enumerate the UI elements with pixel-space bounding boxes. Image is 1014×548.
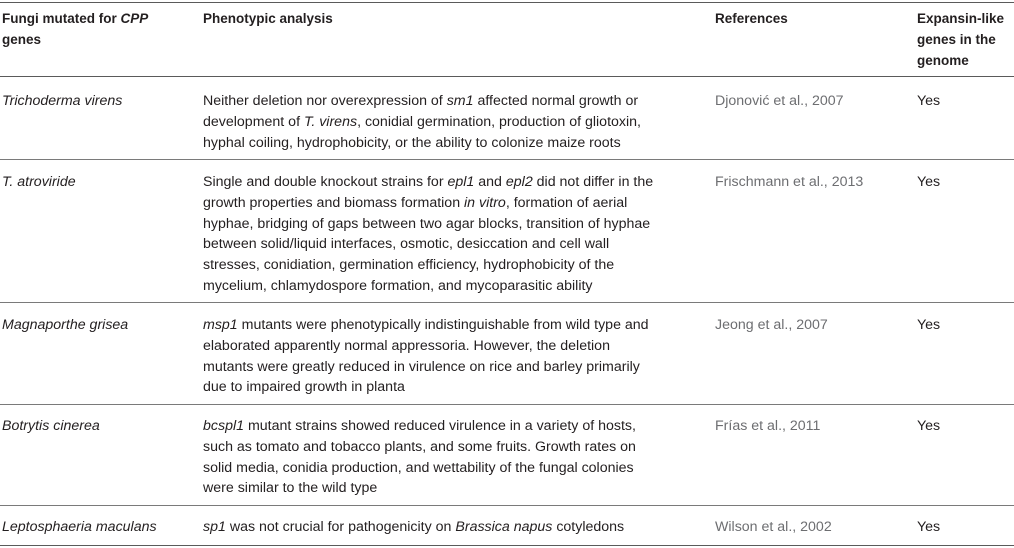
phenotype-text	[203, 416, 636, 499]
phenotype-segment: development of	[203, 113, 304, 130]
phenotype-line	[203, 133, 641, 154]
header-fungi-text: Fungi mutated for	[2, 11, 121, 26]
phenotype-segment: was not crucial for pathogenicity on	[225, 519, 456, 535]
table-bottom-rule	[0, 545, 1014, 546]
phenotype-text	[203, 517, 624, 538]
header-expansin-l1: Expansin-like	[917, 11, 1005, 26]
phenotype-italic-term: epl1	[447, 174, 475, 190]
phenotype-line	[203, 193, 653, 214]
phenotype-line	[203, 416, 636, 437]
phenotype-italic-term: T. virens	[303, 113, 358, 130]
phenotype-line	[203, 517, 624, 538]
phenotype-italic-term: Brassica napus	[455, 519, 553, 535]
phenotype-italic-term: sp1	[203, 519, 226, 535]
reference-link[interactable]: Frías et al., 2011	[715, 418, 821, 434]
fungus-name: Leptosphaeria maculans	[2, 519, 157, 535]
phenotype-segment: Single and double knockout strains for	[203, 174, 448, 190]
phenotype-line	[203, 255, 653, 276]
phenotype-italic-term: epl2	[505, 174, 533, 190]
phenotype-line	[203, 172, 653, 193]
phenotype-segment: between solid/liquid interfaces, osmotic, desiccation and cell wall	[203, 236, 610, 253]
expansin-value: Yes	[917, 174, 941, 190]
row-divider	[0, 505, 1014, 506]
fungus-name: Magnaporthe grisea	[2, 317, 129, 333]
phenotype-text	[203, 91, 641, 153]
header-fungi-genes: genes	[2, 32, 42, 47]
phenotype-text	[203, 315, 649, 398]
phenotype-segment: mutants were greatly reduced in virulence on rice and barley primarily	[203, 358, 640, 375]
header-fungi-cpp: CPP	[120, 11, 149, 26]
phenotype-segment: solid media, conidia production, and wettability of the fungal colonies	[203, 459, 634, 476]
phenotype-segment: affected normal growth or	[473, 93, 639, 109]
phenotype-line	[203, 336, 649, 357]
header-phenotypic-analysis: Phenotypic analysis	[203, 11, 333, 26]
reference-link[interactable]: Wilson et al., 2002	[715, 519, 832, 535]
phenotype-line	[203, 91, 641, 112]
phenotype-segment: growth properties and biomass formation	[203, 194, 465, 211]
phenotype-line	[203, 214, 653, 235]
phenotype-line	[203, 478, 636, 499]
header-references: References	[715, 11, 788, 26]
row-divider	[0, 302, 1014, 303]
row-divider	[0, 404, 1014, 405]
expansin-value: Yes	[917, 93, 941, 109]
phenotype-segment: mycelium, chlamydospore formation, and mycoparasitic ability	[203, 277, 593, 294]
expansin-value: Yes	[917, 317, 941, 333]
table-top-rule	[0, 2, 1014, 3]
phenotype-segment: hyphae, bridging of gaps between two agar blocks, transition of hyphae	[203, 215, 651, 232]
phenotype-line	[203, 276, 653, 297]
fungus-name: T. atroviride	[2, 174, 76, 190]
phenotype-line	[203, 112, 641, 133]
phenotype-segment: mutant strains showed reduced virulence in a variety of hosts,	[244, 418, 636, 434]
phenotype-segment: and	[474, 174, 506, 190]
fungus-name: Botrytis cinerea	[2, 418, 100, 434]
phenotype-line	[203, 437, 636, 458]
phenotype-line	[203, 357, 649, 378]
phenotype-line	[203, 315, 649, 336]
phenotype-italic-term: sm1	[446, 93, 474, 109]
phenotype-segment: , formation of aerial	[505, 194, 628, 211]
expansin-value: Yes	[917, 519, 941, 535]
phenotype-line	[203, 377, 649, 398]
expansin-value: Yes	[917, 418, 941, 434]
header-expansin-l2: genes in the	[917, 32, 996, 47]
phenotype-segment: elaborated apparently normal appressoria. However, the deletion	[203, 337, 610, 354]
header-expansin-l3: genome	[917, 53, 969, 68]
phenotype-segment: , conidial germination, production of gliotoxin,	[357, 113, 641, 130]
phenotype-line	[203, 458, 636, 479]
phenotype-line	[203, 234, 653, 255]
phenotype-segment: Neither deletion nor overexpression of	[203, 93, 447, 109]
phenotype-segment: hyphal coiling, hydrophobicity, or the ability to colonize maize roots	[203, 134, 621, 151]
phenotype-segment: cotyledons	[552, 519, 625, 535]
header-expansin	[917, 8, 1004, 71]
header-fungi	[2, 8, 192, 50]
phenotype-italic-term: bcspl1	[203, 418, 245, 434]
reference-link[interactable]: Frischmann et al., 2013	[715, 174, 864, 190]
phenotype-segment: did not differ in the	[532, 174, 654, 190]
header-bottom-rule	[0, 76, 1014, 77]
phenotype-text	[203, 172, 653, 297]
phenotype-segment: such as tomato and tobacco plants, and some fruits. Growth rates on	[203, 438, 636, 455]
phenotype-segment: mutants were phenotypically indistinguishable from wild type and	[237, 317, 649, 333]
phenotype-italic-term: msp1	[203, 317, 238, 333]
row-divider	[0, 159, 1014, 160]
reference-link[interactable]: Jeong et al., 2007	[715, 317, 828, 333]
reference-link[interactable]: Djonović et al., 2007	[715, 93, 844, 109]
phenotype-segment: due to impaired growth in planta	[203, 379, 405, 396]
phenotype-italic-term: in vitro	[464, 194, 506, 211]
phenotype-segment: were similar to the wild type	[203, 480, 378, 497]
phenotype-segment: stresses, conidiation, germination efficiency, hydrophobicity of the	[203, 257, 615, 274]
fungus-name: Trichoderma virens	[2, 93, 123, 109]
